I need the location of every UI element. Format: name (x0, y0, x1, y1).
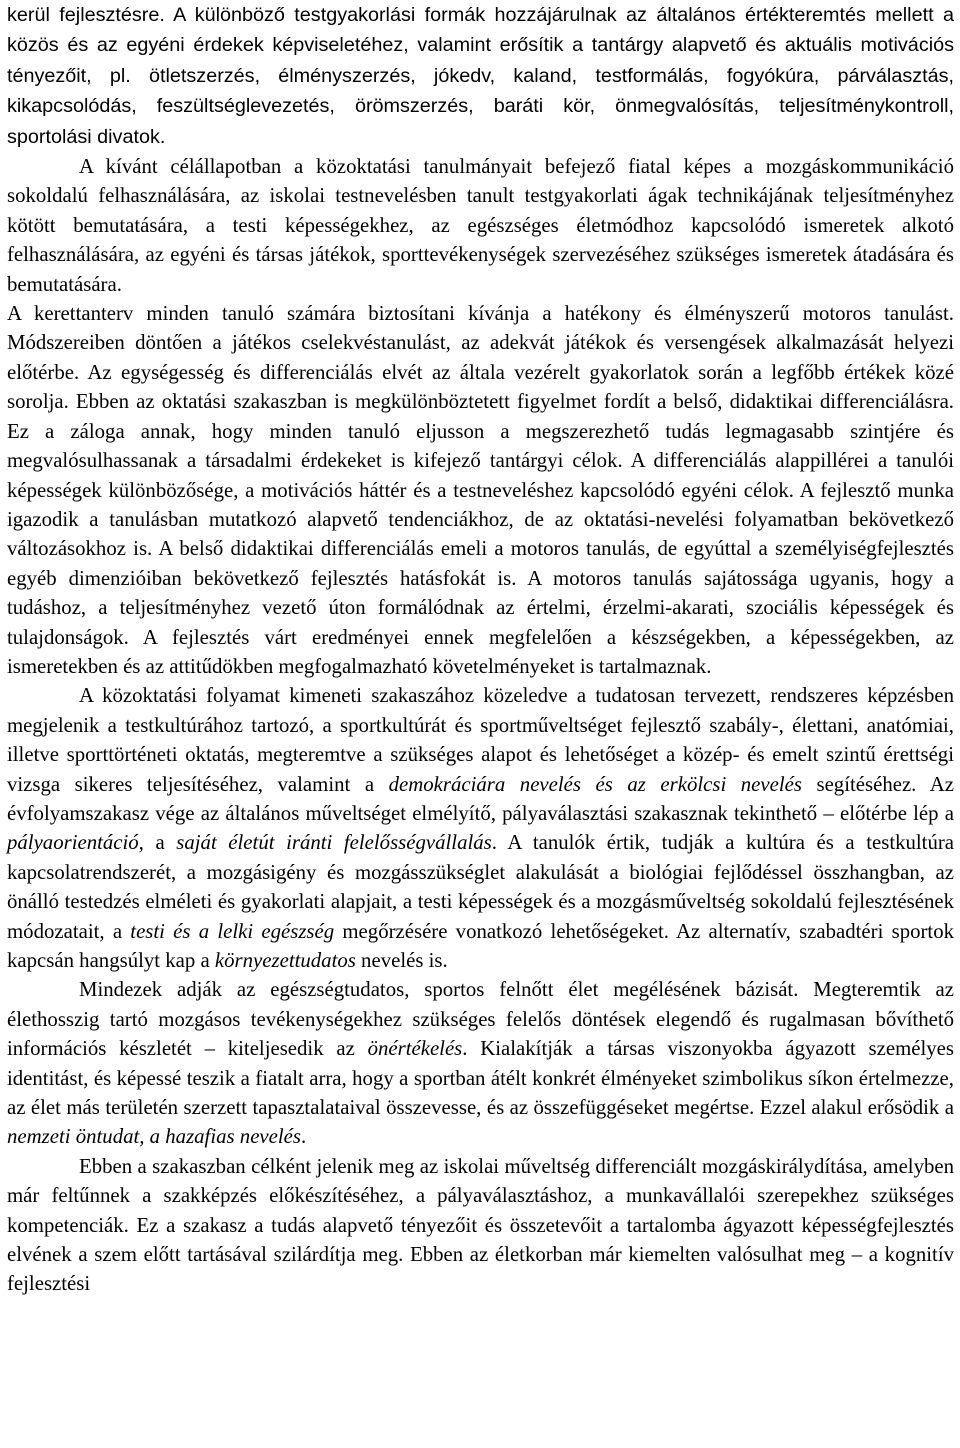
paragraph-text: Mindezek adják az egészségtudatos, sportos felnőtt élet megélésének bázisát. Megteremtik az élethosszig tartó mozgásos tevékenységekhez szükséges felelős döntések elegendő és rugalmasan bővíthető információs készletét – kiteljesedik az (7, 978, 954, 1061)
emphasized-text: testi és a lelki egészség (130, 919, 335, 943)
paragraph-text: megőrzésére vonatkozó lehetőségeket. Az alternatív, szabadtéri sportok kapcsán hangsúlyt kap a (7, 919, 954, 972)
emphasized-text: pályaorientáció, (7, 831, 144, 855)
body-paragraph (7, 299, 954, 681)
emphasized-text: saját életút iránti felelősségvállalás (176, 831, 492, 855)
paragraph-text: nevelés is. (355, 949, 448, 972)
paragraph-text: A közoktatási folyamat kimeneti szakaszához közeledve a tudatosan tervezett, rendszeres képzésben megjelenik a testkultúrához tartozó, a sportkultúrát és sportműveltséget fejlesztő szabály-, élettani, anatómiai, illetve sporttörténeti oktatás, megteremtve a szükséges alapot és lehetőséget a közép- és emelt szintű érettségi vizsga sikeres teljesítéséhez, valamint a (7, 684, 954, 796)
emphasized-text: nemzeti öntudat, a hazafias nevelés (7, 1125, 301, 1149)
paragraph-text: . Kialakítják a társas viszonyokba ágyazott személyes identitást, és képessé teszik a fiatalt arra, hogy a sportban átélt konkrét élményeket szimbolikus síkon értelmezze, az élet más területén szerzett tapasztalataival összevesse, és az összefüggéseket megértse. Ezzel alakul erősödik a (7, 1037, 954, 1120)
body-paragraph (7, 975, 954, 1151)
paragraph-text: a (143, 831, 177, 855)
emphasized-text: önértékelés (367, 1037, 463, 1061)
body-paragraph (7, 681, 954, 975)
body-paragraph (7, 152, 954, 299)
paragraph-text: . A tanulók értik, tudják a kultúra és a testkultúra kapcsolatrendszerét, a mozgásigény és mozgásszükséglet alakulását a biológiai fejlődéssel összhangban, az önálló testedzés elméleti és gyakorlati alapjait, a testi képességek és a mozgásműveltség sokoldalú fejlesztésének módozatait, a (7, 831, 955, 943)
paragraph-text: kerül fejlesztésre. A különböző testgyakorlási formák hozzájárulnak az általános értékteremtés mellett a közös és az egyéni érdekek képviseletéhez, valamint erősítik a tantárgy alapvető és aktuális motivációs tényezőit, pl. ötletszerzés, élményszerzés, jókedv, kaland, testformálás, fogyókúra, párválasztás, kikapcsolódás, feszültséglevezetés, örömszerzés, baráti kör, önmegvalósítás, teljesítménykontroll, sportolási divatok. (7, 4, 954, 148)
paragraph-text: segítéséhez. Az évfolyamszakasz vége az általános műveltséget elmélyítő, pályaválasztási szakasznak tekinthető – előtérbe lép a (7, 772, 955, 825)
body-paragraph (7, 0, 954, 152)
emphasized-text: környezettudatos (214, 949, 356, 972)
emphasized-text: demokráciára nevelés és az erkölcsi nevelés (388, 772, 802, 796)
body-paragraph (7, 1152, 954, 1299)
paragraph-text: Ebben a szakaszban célként jelenik meg az iskolai műveltség differenciált mozgáskirálydítása, amelyben már feltűnnek a szakképzés előkészítéséhez, a pályaválasztáshoz, a munkavállalói szerepekhez szükséges kompetenciák. Ez a szakasz a tudás alapvető tényezőit és összetevőit a tartalomba ágyazott képességfejlesztés elvének a szem előtt tartásával szilárdítja meg. Ebben az életkorban már kiemelten valósulhat meg – a kognitív fejlesztési (7, 1154, 954, 1296)
paragraph-text: A kerettanterv minden tanuló számára biztosítani kívánja a hatékony és élményszerű motoros tanulást. Módszereiben döntően a játékos cselekvéstanulást, az adekvát játékok és versengések alkalmazását helyezi előtérbe. Az egységesség és differenciálás elvét az általa vezérelt gyakorlatok során a legfőbb értékek közé sorolja. Ebben az oktatási szakaszban is megkülönböztetett figyelmet fordít a belső, didaktikai differenciálásra. Ez a záloga annak, hogy minden tanuló eljusson a megszerezhető tudás legmagasabb szintjére és megvalósulhassanak a társadalmi érdekeket is kifejező tantárgyi célok. A differenciálás alappillérei a tanulói képességek különbözősége, a motivációs háttér és a testneveléshez kapcsolódó egyéni célok. A fejlesztő munka igazodik a tanulásban mutatkozó alapvető tendenciákhoz, de az oktatási-nevelési folyamatban bekövetkező változásokhoz is. A belső didaktikai differenciálás emeli a motoros tanulás, de egyúttal a személyiségfejlesztés egyéb dimenzióiban bekövetkező fejlesztés hatásfokát is. A motoros tanulás sajátossága ugyanis, hogy a tudáshoz, a teljesítményhez vezető úton formálódnak az értelmi, érzelmi-akarati, szociális képességek és tulajdonságok. A fejlesztés várt eredményei ennek megfelelően a készségekben, a képességekben, az ismeretekben és az attitűdökben megfogalmazható követelményeket is tartalmaznak. (7, 302, 954, 678)
paragraph-text: A kívánt célállapotban a közoktatási tanulmányait befejező fiatal képes a mozgáskommunikáció sokoldalú felhasználására, az iskolai testnevelésben tanult testgyakorlati ágak technikájának teljesítményhez kötött bemutatására, a testi képességekhez, az egészséges életmódhoz kapcsolódó ismeretek alkotó felhasználására, az egyéni és társas játékok, sporttevékenységek szervezéséhez szükséges ismeretek átadására és bemutatására. (7, 155, 954, 296)
paragraph-text: . (301, 1125, 307, 1149)
